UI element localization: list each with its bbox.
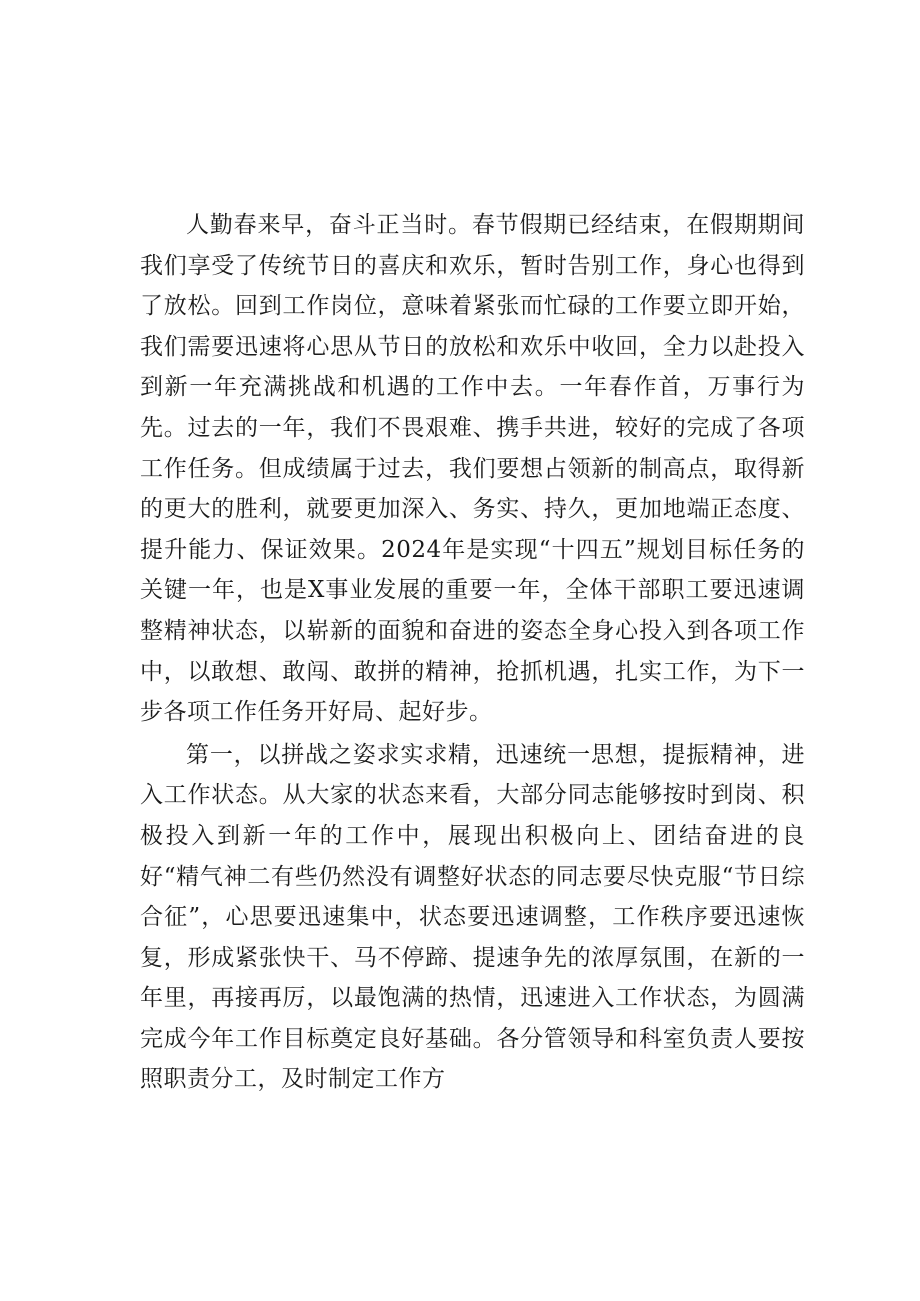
paragraph-intro: 人勤春来早，奋斗正当时。春节假期已经结束，在假期期间我们享受了传统节日的喜庆和欢乐，暂时告别工作，身心也得到了放松。回到工作岗位，意味着紧张而忙碌的工作要立即开始，我们需要迅速将心思从节日的放松和欢乐中收回，全力以赴投入到新一年充满挑战和机遇的工作中去。一年春作首，万事行为先。过去的一年，我们不畏艰难、携手共进，较好的完成了各项工作任务。但成绩属于过去，我们要想占领新的制高点，取得新的更大的胜利，就要更加深入、务实、持久，更加地端正态度、提升能力、保证效果。2024年是实现“十四五”规划目标任务的关键一年，也是X事业发展的重要一年，全体干部职工要迅速调整精神状态，以崭新的面貌和奋进的姿态全身心投入到各项工作中，以敢想、敢闯、敢拼的精神，抢抓机遇，扎实工作，为下一步各项工作任务开好局、起好步。 [140,212,805,726]
document-body [140,205,805,1100]
paragraph-first-point: 第一，以拼战之姿求实求精，迅速统一思想，提振精神，进入工作状态。从大家的状态来看，大部分同志能够按时到岗、积极投入到新一年的工作中，展现出积极向上、团结奋进的良好“精气神二有些仍然没有调整好状态的同志要尽快克服“节日综合征”，心思要迅速集中，状态要迅速调整，工作秩序要迅速恢复，形成紧张快干、马不停蹄、提速争先的浓厚氛围，在新的一年里，再接再厉，以最饱满的热情，迅速进入工作状态，为圆满完成今年工作目标奠定良好基础。各分管领导和科室负责人要按照职责分工，及时制定工作方 [140,741,805,1093]
